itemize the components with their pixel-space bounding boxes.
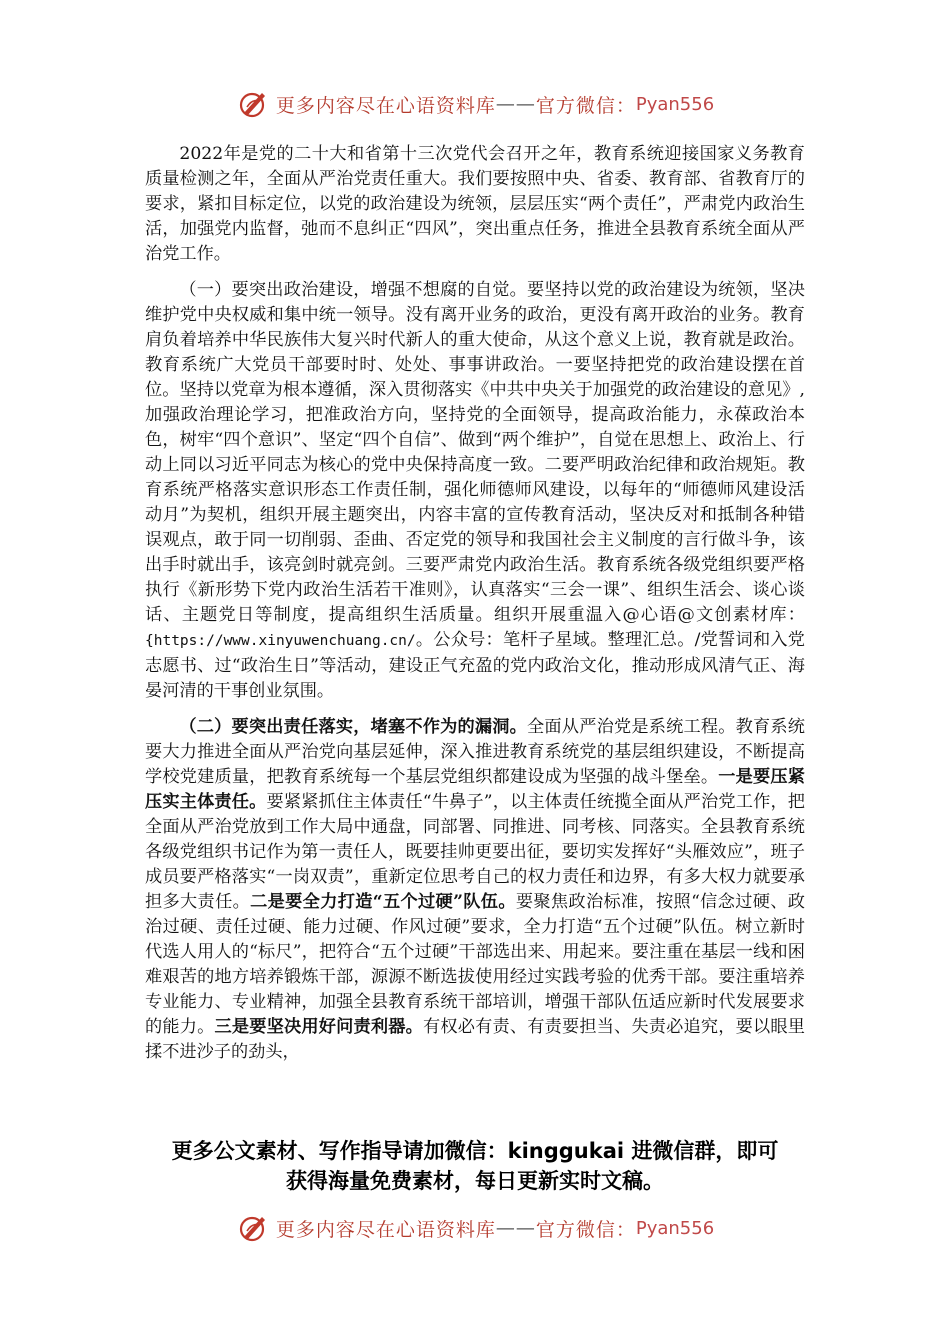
- source-url: {https://www.xinyuwenchuang.cn/: [145, 633, 416, 649]
- section-one-paragraph: （一）要突出政治建设，增强不想腐的自觉。要坚持以党的政治建设为统领，坚决维护党中央权威和集中统一领导。没有离开业务的政治，更没有离开政治的业务。教育肩负着培养中华民族伟大复兴时代新人的重大使命，从这个意义上说，教育就是政治。教育系统广大党员干部要时时、处处、事事讲政治。一要坚持把党的政治建设摆在首位。坚持以党章为根本遵循，深入贯彻落实《中共中央关于加强党的政治建设的意见》,加强政治理论学习，把准政治方向，坚持党的全面领导，提高政治能力，永葆政治本色，树牢“四个意识”、坚定“四个自信”、做到“两个维护”，自觉在思想上、政治上、行动上同以习近平同志为核心的党中央保持高度一致。二要严明政治纪律和政治规矩。教育系统严格落实意识形态工作责任制，强化师德师风建设，以每年的“师德师风建设活动月”为契机，组织开展主题突出，内容丰富的宣传教育活动，坚决反对和抵制各种错误观点，敢于同一切削弱、歪曲、否定党的领导和我国社会主义制度的言行做斗争，该出手时就出手，该亮剑时就亮剑。三要严肃党内政治生活。教育系统各级党组织要严格执行《新形势下党内政治生活若干准则》，认真落实“三会一课”、组织生活会、谈心谈话、主题党日等制度，提高组织生活质量。组织开展重温入@心语@文创素材库：{https://www.xinyuwenchuang.cn/。公众号：笔杆子星域。整理汇总。/党誓词和入党志愿书、过“政治生日”等活动，建设正气充盈的党内政治文化，推动形成风清气正、海晏河清的干事创业氛围。: [145, 280, 805, 701]
- promo-notice: [0, 1136, 950, 1196]
- section-two-heading: （二）要突出责任落实，堵塞不作为的漏洞。: [179, 717, 528, 737]
- point-two-heading: 二是要全力打造“五个过硬”队伍。: [250, 892, 516, 912]
- banner-dash: ——: [495, 1217, 536, 1239]
- intro-paragraph: 2022年是党的二十大和省第十三次党代会召开之年，教育系统迎接国家义务教育质量检测之年，全面从严治党责任重大。我们要按照中央、省委、教育部、省教育厅的要求，紧扣目标定位，以党的政治建设为统领，层层压实“两个责任”，严肃党内政治生活，加强党内监督，弛而不息纠正“四风”，突出重点任务，推进全县教育系统全面从严治党工作。: [145, 144, 805, 264]
- pen-logo-icon: [236, 1211, 270, 1245]
- document-body: [145, 142, 805, 1076]
- banner-official-label: 官方微信：: [535, 1218, 636, 1241]
- banner-account: Pyan556: [635, 93, 715, 115]
- footer-watermark-banner: [0, 1208, 950, 1248]
- banner-text: 更多内容尽在心语资料库: [275, 94, 496, 117]
- banner-official-label: 官方微信：: [535, 94, 636, 117]
- banner-account: Pyan556: [635, 1217, 715, 1239]
- point-one-heading: 一是要压紧压实主体责任。: [145, 767, 805, 812]
- point-three-heading: 三是要坚决用好问责利器。: [214, 1017, 423, 1037]
- banner-dash: ——: [495, 93, 536, 115]
- promo-line-1: 更多公文素材、写作指导请加微信：kinggukai 进微信群，即可: [171, 1139, 779, 1163]
- promo-line-2: 获得海量免费素材，每日更新实时文稿。: [286, 1169, 664, 1193]
- pen-logo-icon: [236, 87, 270, 121]
- banner-text: 更多内容尽在心语资料库: [275, 1218, 496, 1241]
- section-two-paragraph: （二）要突出责任落实，堵塞不作为的漏洞。全面从严治党是系统工程。教育系统要大力推进全面从严治党向基层延伸，深入推进教育系统党的基层组织建设，不断提高学校党建质量，把教育系统每一个基层党组织都建设成为坚强的战斗堡垒。一是要压紧压实主体责任。要紧紧抓住主体责任“牛鼻子”，以主体责任统揽全面从严治党工作，把全面从严治党放到工作大局中通盘，同部署、同推进、同考核、同落实。全县教育系统各级党组织书记作为第一责任人，既要挂帅更要出征，要切实发挥好“头雁效应”，班子成员要严格落实“一岗双责”，重新定位思考自己的权力责任和边界，有多大权力就要承担多大责任。二是要全力打造“五个过硬”队伍。要聚焦政治标准，按照“信念过硬、政治过硬、责任过硬、能力过硬、作风过硬”要求，全力打造“五个过硬”队伍。树立新时代选人用人的“标尺”，把符合“五个过硬”干部选出来、用起来。要注重在基层一线和困难艰苦的地方培养锻炼干部，源源不断选拔使用经过实践考验的优秀干部。要注重培养专业能力、专业精神，加强全县教育系统干部培训，增强干部队伍适应新时代发展要求的能力。三是要坚决用好问责利器。有权必有责、有责要担当、失责必追究，要以眼里揉不进沙子的劲头，: [145, 717, 805, 1062]
- header-watermark-banner: [0, 84, 950, 124]
